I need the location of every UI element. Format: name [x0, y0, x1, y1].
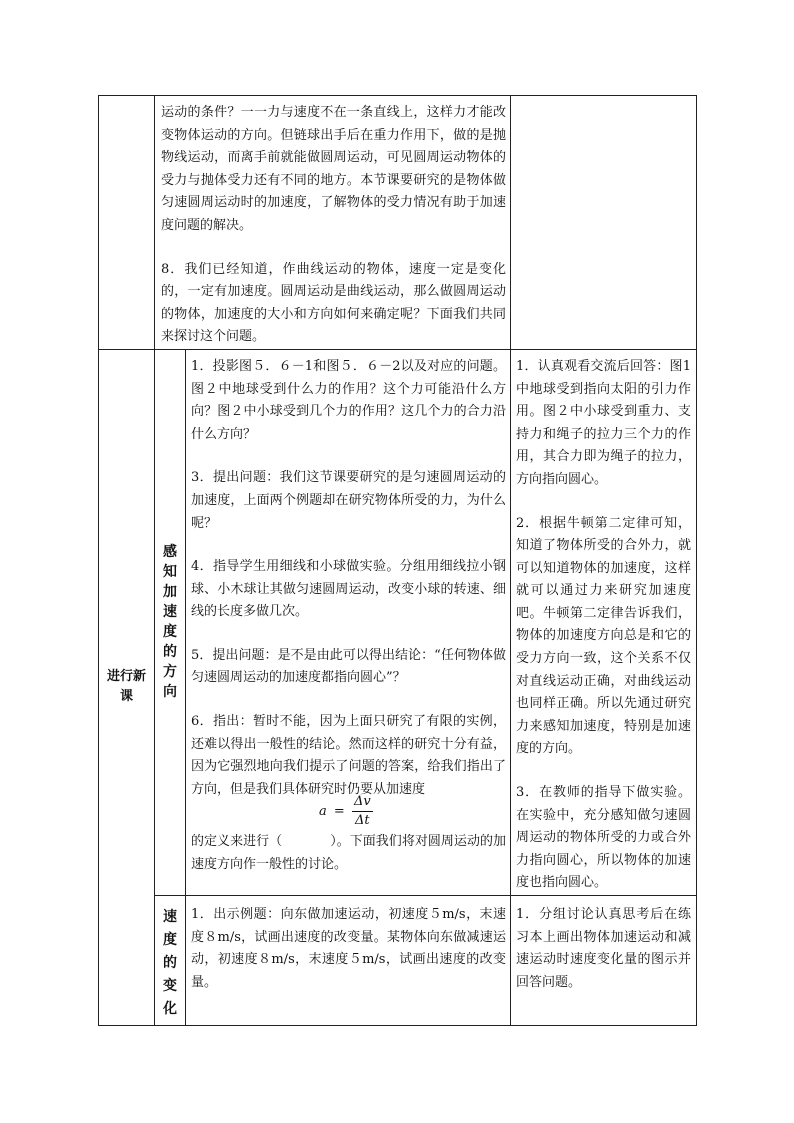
section2-label-char: 度	[163, 932, 177, 948]
teacher-example: 1．出示例题：向东做加速运动，初速度５m/s，末速度８m/s，试画出速度的改变量。某物体向东做减速运动，初速度８m/s，末速度５m/s，试画出速度的改变量。	[191, 907, 507, 990]
intro-paragraph-1: 运动的条件？一一力与速度不在一条直线上，这样力才能改变物体运动的方向。但链球出手后在重力作用下，做的是抛物线运动，而离手前就能做圆周运动，可见圆周运动物体的受力与抛体受力还有不同的地方。本节课要研究的是物体做匀速圆周运动时的加速度，了解物体的受力情况有助于加速度问题的解决。	[161, 105, 507, 233]
section1-label-char: 速	[163, 604, 177, 621]
section1-label-cell	[155, 349, 186, 895]
student-response-1: 1．认真观看交流后回答：图1中地球受到指向太阳的引力作用。图２中小球受到重力、支持力和绳子的拉力三个力的作用，其合力即为绳子的拉力，方向指向圆心。	[516, 358, 692, 487]
section2-student-cell	[511, 896, 697, 1026]
section1-label	[155, 542, 185, 702]
formula-fraction	[352, 793, 373, 830]
formula-equals: =	[333, 804, 345, 820]
stage-label: 进行新课	[106, 669, 146, 705]
section1-label-char: 向	[163, 684, 177, 701]
teacher-step-5: 5．提出问题：是不是由此可以得出结论：“任何物体做匀速圆周运动的加速度都指向圆心”？	[191, 647, 507, 686]
intro-stage-cell	[99, 96, 155, 350]
intro-paragraph-2: 8．我们已经知道，作曲线运动的物体，速度一定是变化的，一定有加速度。圆周运动是曲线运动，那么做圆周运动的物体，加速度的大小和方向如何来确定呢？下面我们共同来探讨这个问题。	[161, 261, 507, 345]
section1-label-char: 加	[163, 584, 177, 601]
teacher-step-3: 3．提出问题：我们这节课要研究的是匀速圆周运动的加速度，上面两个例题却在研究物体所受的力，为什么呢？	[191, 470, 507, 531]
section2-label-cell	[155, 896, 186, 1026]
teacher-step-4: 4．指导学生用细线和小球做实验。分组用细线拉小钢球、小木球让其做匀速圆周运动，改变小球的转速、细线的长度多做几次。	[191, 559, 507, 620]
formula-denominator: Δt	[355, 813, 370, 829]
section2-label-char: 的	[163, 955, 177, 971]
section2-label	[155, 906, 185, 1021]
teacher-step-6-continued	[191, 831, 506, 876]
intro-text-cell	[155, 96, 511, 350]
section1-label-char: 度	[163, 624, 177, 641]
teacher-step-6: 6．指出：暂时不能，因为上面只研究了有限的实例，还难以得出一般性的结论。然而这样的研究十分有益，因为它强烈地向我们提示了问题的答案，给我们指出了方向，但是我们具体研究时仍要从加速度	[191, 714, 507, 797]
stage-label-cell	[99, 349, 155, 1025]
teacher-step-6-post: ）。下面我们将对圆周运动的加速度方向作一般性的讨论。	[191, 834, 506, 873]
acceleration-formula	[191, 794, 506, 831]
section1-label-char: 感	[163, 544, 177, 561]
intro-student-cell	[511, 96, 697, 350]
teacher-step-6-pre: 的定义来进行（	[191, 834, 283, 850]
student-discussion: 1．分组讨论认真思考后在练习本上画出物体加速运动和减速运动时速度变化量的图示并回答问题。	[516, 907, 692, 990]
section1-label-char: 知	[163, 564, 177, 581]
formula-lhs: a	[319, 804, 327, 820]
section2-label-char: 速	[163, 909, 177, 925]
section1-teacher-cell	[186, 349, 511, 895]
section1-label-char: 的	[163, 644, 177, 661]
student-response-3: 3．在教师的指导下做实验。在实验中，充分感知做匀速圆周运动的物体所受的力或合外力指向圆心，所以物体的加速度也指向圆心。	[516, 785, 692, 891]
section2-label-char: 化	[163, 1001, 177, 1017]
student-response-2: 2．根据牛顿第二定律可知，知道了物体所受的合外力，就可以知道物体的加速度，这样就可以通过力来研究加速度吧。牛顿第二定律告诉我们，物体的加速度方向总是和它的受力方向一致，这个关系不仅对直线运动正确，对曲线运动也同样正确。所以先通过研究力来感知加速度，特别是加速度的方向。	[516, 515, 692, 757]
section2-teacher-cell	[186, 896, 511, 1026]
section1-student-cell	[511, 349, 697, 895]
section-velocity-change-row	[99, 896, 697, 1026]
section-acceleration-direction-row	[99, 349, 697, 895]
formula-numerator: Δv	[352, 793, 373, 812]
teacher-step-1: 1．投影图５．６－1和图５．６－2以及对应的问题。图２中地球受到什么力的作用？这个力可能沿什么方向？图２中小球受到几个力的作用？这几个力的合力沿什么方向？	[191, 358, 507, 442]
intro-row	[99, 96, 697, 350]
lesson-plan-table	[98, 95, 697, 1026]
section2-label-char: 变	[163, 978, 177, 994]
section1-label-char: 方	[163, 664, 177, 681]
